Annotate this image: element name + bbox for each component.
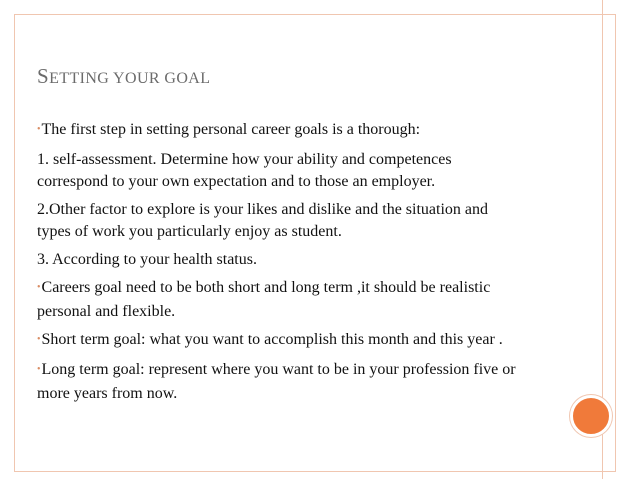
paragraph [37,277,517,323]
paragraph-text: 1. self-assessment. Determine how your ability and competences correspond to your own expectation and to those an employer. [37,151,452,190]
title-rest: ETTING YOUR GOAL [49,70,211,87]
title-initial: S [37,64,50,88]
paragraph [37,199,517,243]
paragraph-text: Long term goal: represent where you want to be in your profession five or more years from now. [37,361,516,402]
paragraph-text: The first step in setting personal career goals is a thorough: [41,121,421,138]
paragraph [37,149,517,193]
slide-title [37,64,210,89]
accent-circle-icon [570,395,612,437]
paragraph [37,359,517,405]
paragraph-text: 2.Other factor to explore is your likes and dislike and the situation and types of work you particularly enjoy as student. [37,201,488,240]
paragraph-text: Careers goal need to be both short and long term ,it should be realistic personal and flexible. [37,279,491,320]
paragraph [37,329,517,353]
bullet-icon: • [37,334,41,345]
paragraph [37,249,517,271]
bullet-icon: • [37,364,41,375]
bullet-icon: • [37,282,41,293]
slide-body [37,119,517,411]
paragraph-text: Short term goal: what you want to accomplish this month and this year . [41,331,503,348]
paragraph-text: 3. According to your health status. [37,251,257,268]
paragraph [37,119,517,143]
bullet-icon: • [37,124,41,135]
